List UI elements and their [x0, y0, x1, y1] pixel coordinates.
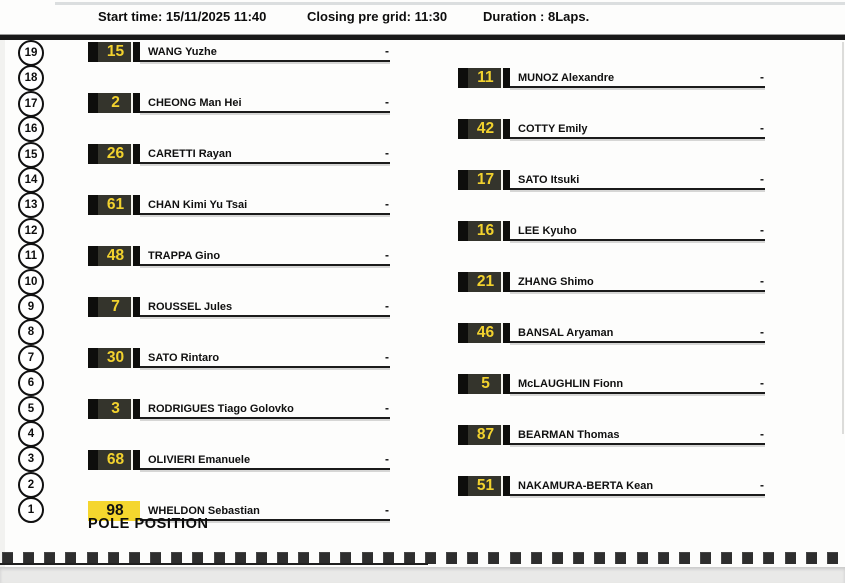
driver-name: NAKAMURA-BERTA Kean — [518, 480, 654, 492]
checker-square — [531, 552, 542, 564]
pole-position-label: POLE POSITION — [88, 516, 209, 532]
kart-number-box: 98 — [88, 501, 140, 521]
position-circle-17: 17 — [18, 91, 44, 117]
duration-label: Duration : 8Laps. — [483, 9, 590, 24]
checker-square — [467, 552, 478, 564]
driver-name: SATO Rintaro — [148, 352, 220, 364]
blank-time-dash: - — [385, 401, 389, 415]
kart-number-box: 46 — [458, 323, 510, 343]
closing-pre-grid-label: Closing pre grid: 11:30 — [307, 9, 448, 24]
kart-number-box: 51 — [458, 476, 510, 496]
position-circle-4: 4 — [18, 421, 44, 447]
checker-square — [637, 552, 648, 564]
position-circle-12: 12 — [18, 218, 44, 244]
blank-time-dash: - — [760, 325, 764, 339]
checker-square — [510, 552, 521, 564]
checker-square — [658, 552, 669, 564]
checker-square — [742, 552, 753, 564]
page-bottom-edge — [0, 567, 845, 583]
grid-entry-p13 — [88, 195, 390, 215]
position-circle-1: 1 — [18, 497, 44, 523]
page-top-edge — [55, 2, 845, 5]
driver-name: COTTY Emily — [518, 123, 588, 135]
entry-underline — [510, 188, 765, 190]
checker-square — [827, 552, 838, 564]
grid-entry-p11 — [88, 246, 390, 266]
grid-entry-p8 — [458, 323, 765, 343]
header-divider — [0, 35, 845, 40]
entry-underline — [510, 341, 765, 343]
kart-number-box: 61 — [88, 195, 140, 215]
entry-underline — [140, 264, 390, 266]
blank-time-dash: - — [385, 146, 389, 160]
page-left-edge — [0, 40, 5, 567]
position-circle-6: 6 — [18, 370, 44, 396]
position-circle-5: 5 — [18, 396, 44, 422]
driver-name: ZHANG Shimo — [518, 276, 594, 288]
driver-name: MUNOZ Alexandre — [518, 72, 615, 84]
position-circle-18: 18 — [18, 65, 44, 91]
grid-entry-p18 — [458, 68, 765, 88]
kart-number-box: 3 — [88, 399, 140, 419]
entry-underline — [140, 111, 390, 113]
blank-time-dash: - — [760, 121, 764, 135]
blank-time-dash: - — [385, 197, 389, 211]
start-time-label: Start time: 15/11/2025 11:40 — [98, 9, 267, 24]
checker-square — [721, 552, 732, 564]
entry-underline — [140, 417, 390, 419]
position-circle-19: 19 — [18, 40, 44, 66]
position-circle-7: 7 — [18, 345, 44, 371]
kart-number-box: 21 — [458, 272, 510, 292]
driver-name: WANG Yuzhe — [148, 46, 217, 58]
position-circle-13: 13 — [18, 192, 44, 218]
grid-entry-p5 — [88, 399, 390, 419]
blank-time-dash: - — [385, 452, 389, 466]
entry-underline — [510, 443, 765, 445]
blank-time-dash: - — [760, 274, 764, 288]
driver-name: BANSAL Aryaman — [518, 327, 614, 339]
blank-time-dash: - — [760, 376, 764, 390]
kart-number-box: 16 — [458, 221, 510, 241]
kart-number-box: 7 — [88, 297, 140, 317]
checker-square — [785, 552, 796, 564]
grid-entry-p9 — [88, 297, 390, 317]
position-circle-8: 8 — [18, 319, 44, 345]
blank-time-dash: - — [760, 70, 764, 84]
driver-name: WHELDON Sebastian — [148, 505, 260, 517]
entry-underline — [510, 392, 765, 394]
blank-time-dash: - — [760, 478, 764, 492]
checker-square — [573, 552, 584, 564]
kart-number-box: 11 — [458, 68, 510, 88]
entry-underline — [140, 315, 390, 317]
kart-number-box: 87 — [458, 425, 510, 445]
blank-time-dash: - — [385, 44, 389, 58]
grid-entry-p7 — [88, 348, 390, 368]
position-circle-3: 3 — [18, 446, 44, 472]
blank-time-dash: - — [760, 427, 764, 441]
position-circle-11: 11 — [18, 243, 44, 269]
position-circle-16: 16 — [18, 116, 44, 142]
driver-name: LEE Kyuho — [518, 225, 577, 237]
checker-square — [446, 552, 457, 564]
driver-name: ROUSSEL Jules — [148, 301, 233, 313]
checker-square — [615, 552, 626, 564]
blank-time-dash: - — [385, 503, 389, 517]
grid-entry-p3 — [88, 450, 390, 470]
entry-underline — [510, 86, 765, 88]
driver-name: BEARMAN Thomas — [518, 429, 620, 441]
checker-square — [679, 552, 690, 564]
blank-time-dash: - — [385, 248, 389, 262]
kart-number-box: 30 — [88, 348, 140, 368]
checker-square — [488, 552, 499, 564]
blank-time-dash: - — [385, 350, 389, 364]
driver-name: McLAUGHLIN Fionn — [518, 378, 624, 390]
driver-name: TRAPPA Gino — [148, 250, 221, 262]
position-circle-2: 2 — [18, 472, 44, 498]
entry-underline — [510, 239, 765, 241]
driver-name: CHAN Kimi Yu Tsai — [148, 199, 248, 211]
entry-underline — [510, 137, 765, 139]
kart-number-box: 42 — [458, 119, 510, 139]
grid-entry-p14 — [458, 170, 765, 190]
page-right-edge — [842, 42, 844, 434]
entry-underline — [140, 366, 390, 368]
position-circle-14: 14 — [18, 167, 44, 193]
entry-underline — [140, 468, 390, 470]
grid-entry-p2 — [458, 476, 765, 496]
blank-time-dash: - — [760, 223, 764, 237]
entry-underline — [510, 494, 765, 496]
kart-number-box: 17 — [458, 170, 510, 190]
driver-name: CHEONG Man Hei — [148, 97, 242, 109]
driver-name: RODRIGUES Tiago Golovko — [148, 403, 294, 415]
grid-entry-p16 — [458, 119, 765, 139]
position-circle-10: 10 — [18, 269, 44, 295]
tear-strip-baseline — [0, 563, 428, 565]
kart-number-box: 68 — [88, 450, 140, 470]
entry-underline — [140, 213, 390, 215]
kart-number-box: 48 — [88, 246, 140, 266]
grid-entry-p10 — [458, 272, 765, 292]
checker-square — [594, 552, 605, 564]
grid-entry-p12 — [458, 221, 765, 241]
entry-underline — [140, 60, 390, 62]
driver-name: SATO Itsuki — [518, 174, 580, 186]
kart-number-box: 15 — [88, 42, 140, 62]
driver-name: CARETTI Rayan — [148, 148, 232, 160]
kart-number-box: 5 — [458, 374, 510, 394]
position-circle-9: 9 — [18, 294, 44, 320]
kart-number-box: 2 — [88, 93, 140, 113]
checker-square — [700, 552, 711, 564]
blank-time-dash: - — [385, 299, 389, 313]
checker-square — [806, 552, 817, 564]
checker-square — [763, 552, 774, 564]
grid-entry-p17 — [88, 93, 390, 113]
blank-time-dash: - — [760, 172, 764, 186]
position-circle-15: 15 — [18, 142, 44, 168]
kart-number-box: 26 — [88, 144, 140, 164]
grid-entry-p19 — [88, 42, 390, 62]
entry-underline — [140, 162, 390, 164]
grid-entry-p15 — [88, 144, 390, 164]
entry-underline — [510, 290, 765, 292]
checker-square — [552, 552, 563, 564]
driver-name: OLIVIERI Emanuele — [148, 454, 251, 466]
grid-entry-p4 — [458, 425, 765, 445]
grid-entry-p6 — [458, 374, 765, 394]
blank-time-dash: - — [385, 95, 389, 109]
